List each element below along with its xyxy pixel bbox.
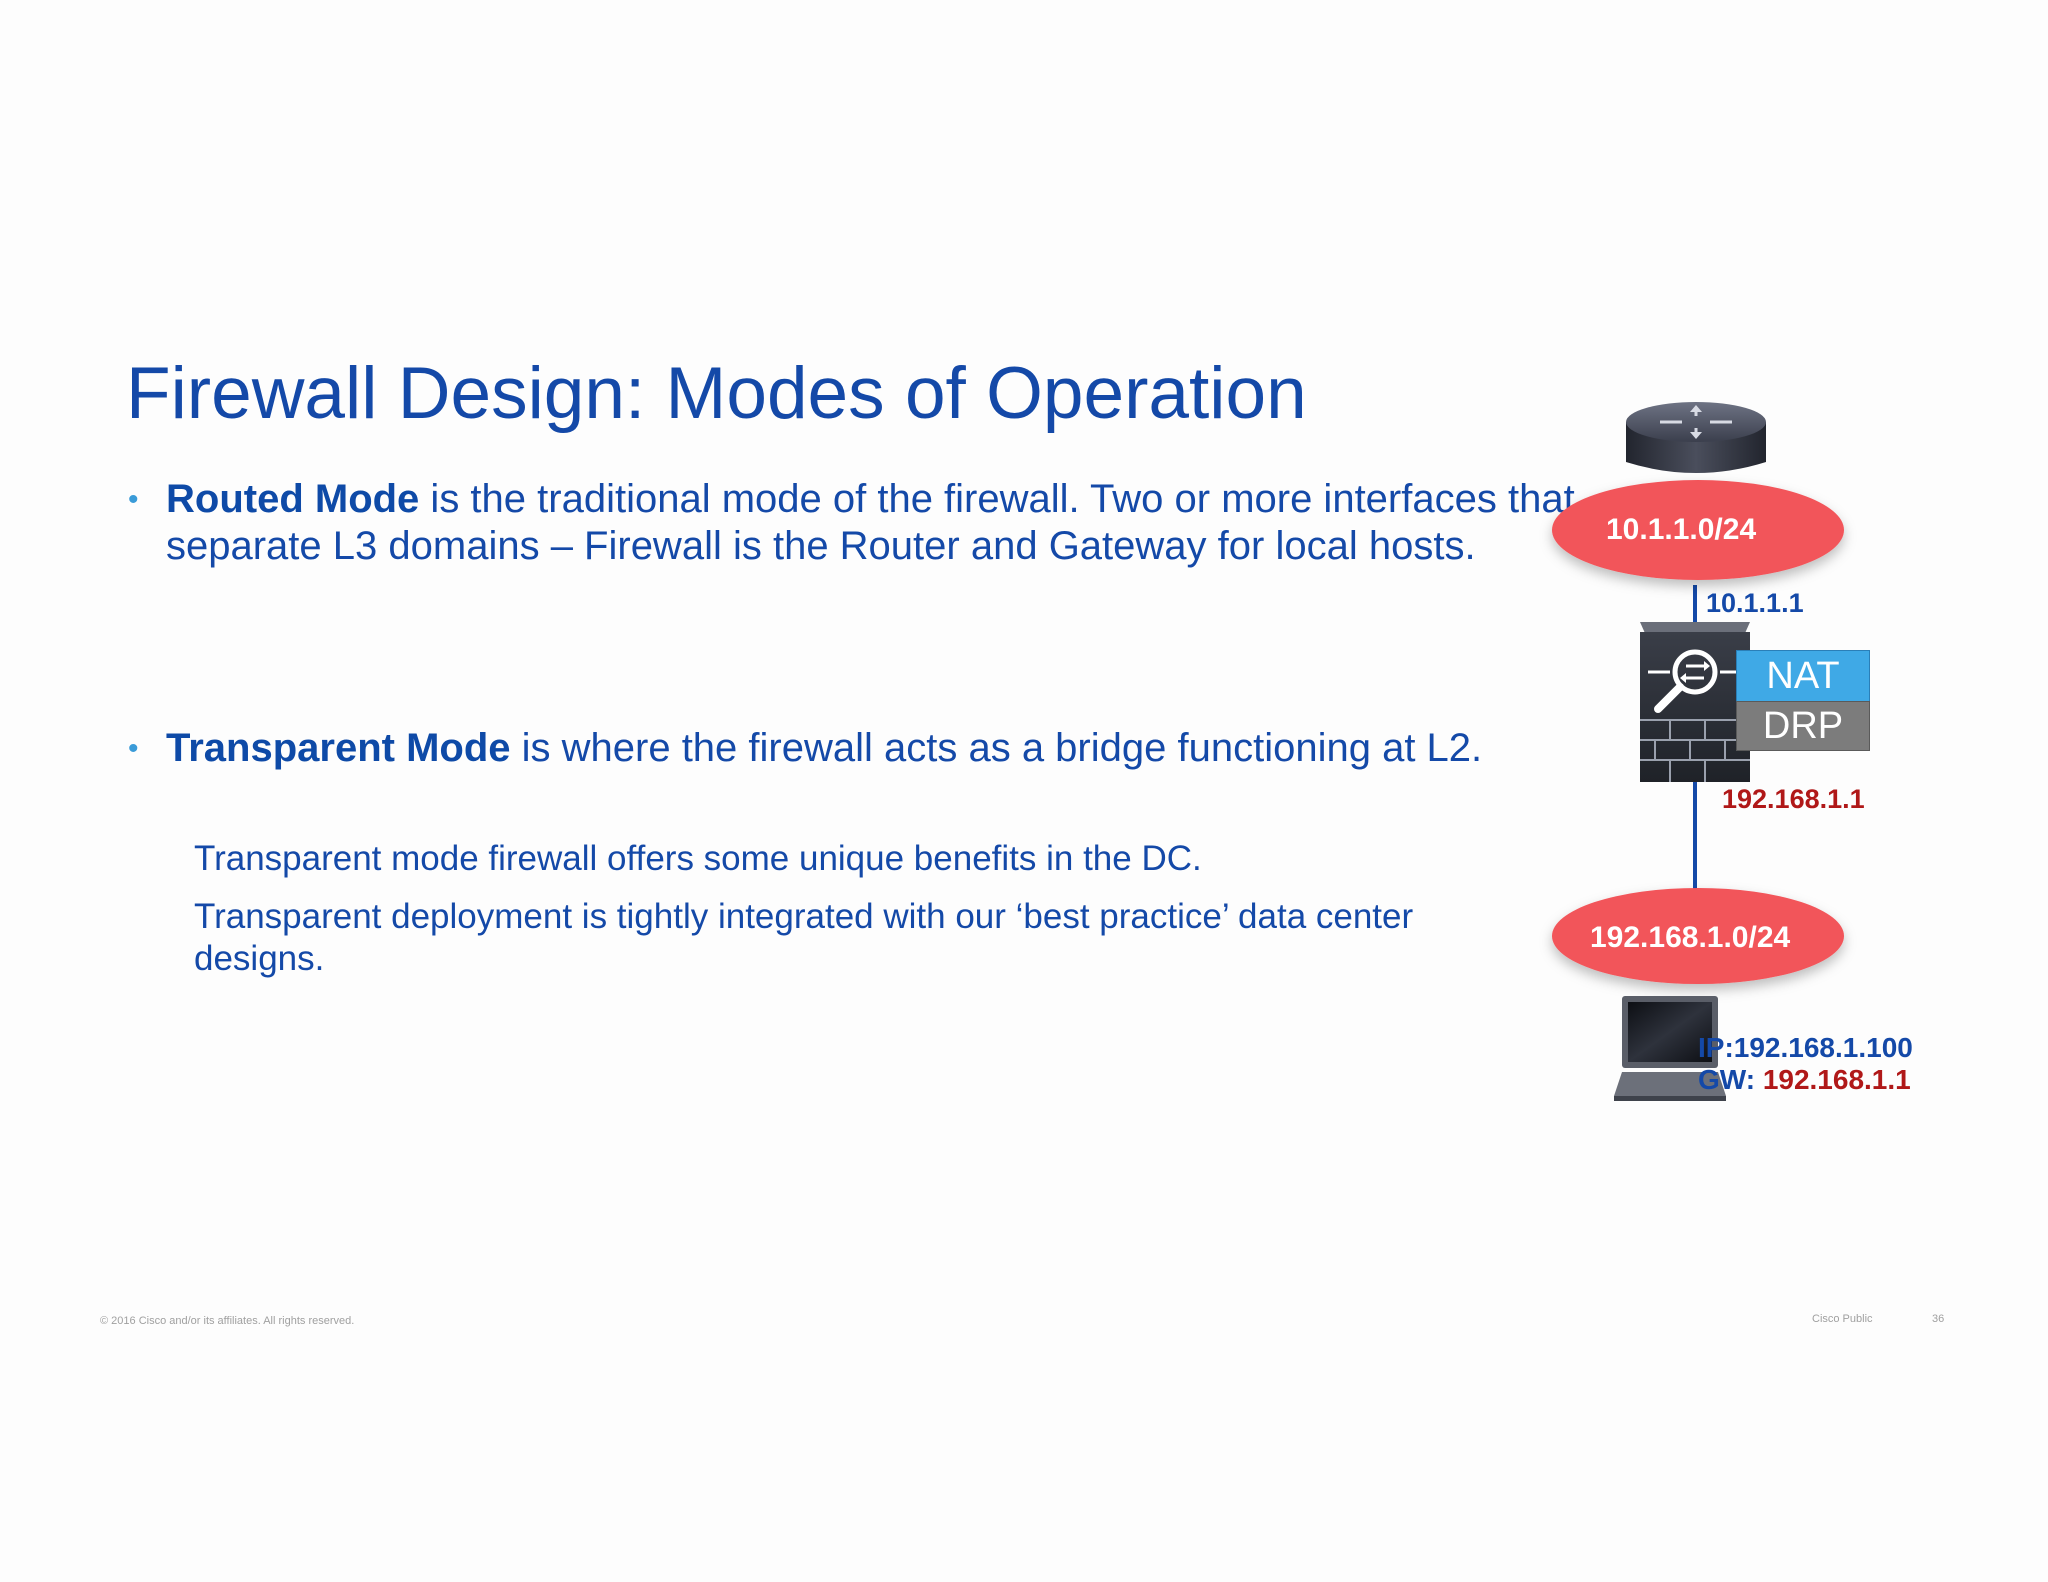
bullet-marker: • xyxy=(128,732,139,765)
slide-title: Firewall Design: Modes of Operation xyxy=(126,353,1307,434)
network-diagram xyxy=(1530,400,1950,1120)
interface-label-top: 10.1.1.1 xyxy=(1706,588,1804,618)
interface-label-bottom: 192.168.1.1 xyxy=(1722,784,1865,814)
footer-page-number: 36 xyxy=(1932,1313,1945,1325)
host-gateway-label xyxy=(1698,1064,1911,1096)
network-label-top: 10.1.1.0/24 xyxy=(1606,513,1757,546)
firewall-icon xyxy=(1640,622,1750,782)
footer-classification: Cisco Public xyxy=(1812,1313,1873,1325)
router-icon xyxy=(1626,402,1766,473)
host-ip-label: IP:192.168.1.100 xyxy=(1698,1032,1913,1063)
footer-copyright: © 2016 Cisco and/or its affiliates. All rights reserved. xyxy=(100,1315,355,1327)
host-gateway-prefix: GW: xyxy=(1698,1064,1763,1095)
bullet-transparent-mode xyxy=(128,725,1618,825)
sub-bullet-best-practice: Transparent deployment is tightly integrated with our ‘best practice’ data center designs. xyxy=(194,897,1414,978)
bullet-marker: • xyxy=(128,483,139,516)
bullet-bold-term: Transparent Mode xyxy=(166,726,511,770)
nat-box: NAT xyxy=(1736,650,1870,702)
sub-bullet-benefits: Transparent mode firewall offers some unique benefits in the DC. xyxy=(194,839,1202,878)
host-gateway-value: 192.168.1.1 xyxy=(1762,1064,1911,1095)
bullet-bold-term: Routed Mode xyxy=(166,477,420,521)
bullet-routed-mode xyxy=(128,476,1638,626)
drp-box: DRP xyxy=(1736,701,1870,751)
bullet-text: is where the firewall acts as a bridge functioning at L2. xyxy=(510,726,1483,770)
bullet-text: is the traditional mode of the firewall. Two or more interfaces that separate L3 domains – Firewall is the Router and Gateway for local hosts. xyxy=(166,477,1575,568)
network-label-bottom: 192.168.1.0/24 xyxy=(1590,921,1791,954)
